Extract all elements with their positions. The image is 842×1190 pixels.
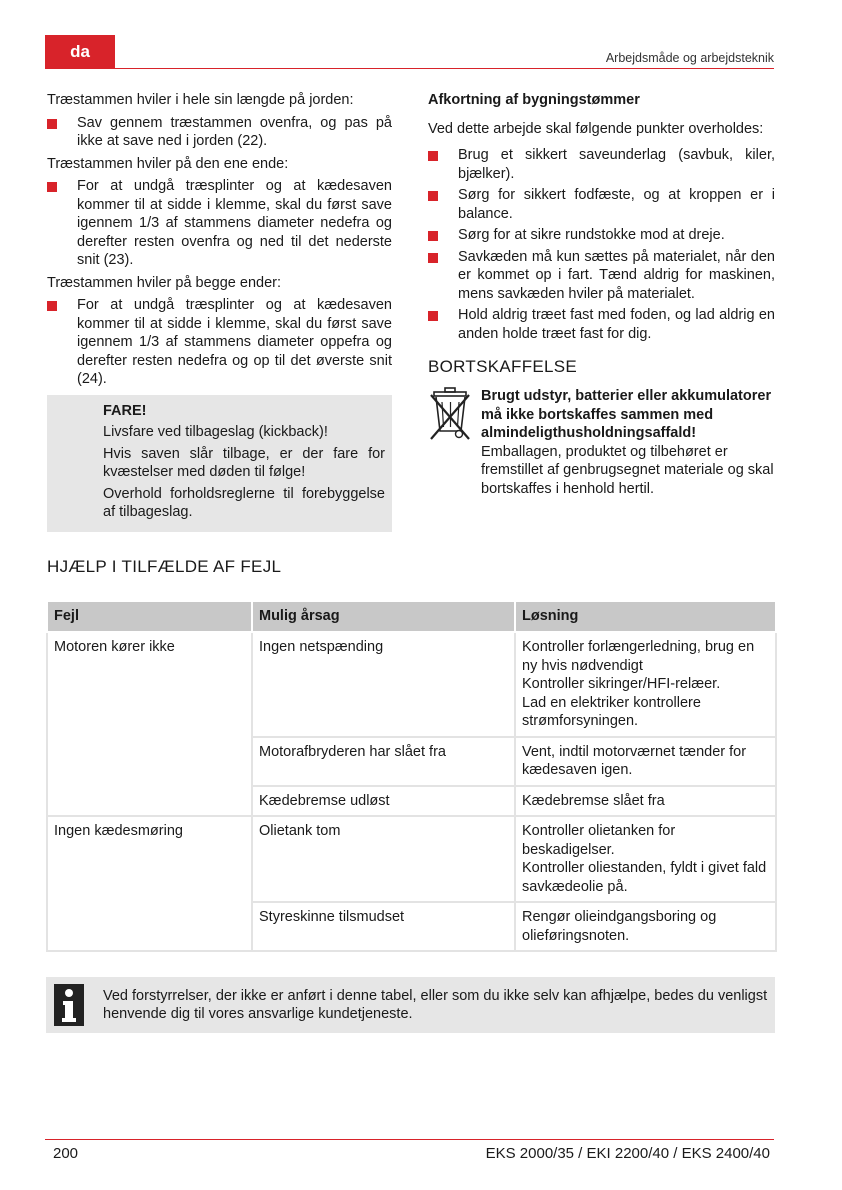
solution-line: Kontroller sikringer/HFI-relæer. [522,676,721,692]
solution-cell [515,816,776,902]
disposal-section-title: BORTSKAFFELSE [428,357,578,376]
bullet-list-1 [47,114,392,151]
paragraph-full-length: Træstammen hviler i hele sin længde på jorden: [47,92,354,108]
solution-cell: Kædebremse slået fra [515,786,776,817]
column-header-cause: Mulig årsag [252,601,515,632]
bullet-item: For at undgå træsplinter og at kædesaven kommer til at sidde i klemme, skal du først save igennem 1/3 af stammens diameter nedefra og derefter resten ovenfra og ned til det nederste snit (23). [47,177,392,270]
warning-line: Hvis saven slår tilbage, er der fare for kvæstelser med døden til følge! [103,445,385,480]
language-tab [45,35,115,69]
column-header-solution: Løsning [515,601,776,632]
safety-bullet-list [428,146,775,343]
footer-divider [45,1139,774,1140]
bullet-list-2 [47,177,392,270]
disposal-block [428,387,775,498]
info-note-text: Ved forstyrrelser, der ikke er anført i denne tabel, eller som du ikke selv kan afhjælpe, bedes du venligst henvende dig til vores ansvarlige kundetjeneste. [103,987,768,1022]
column-header-fault: Fejl [47,601,252,632]
header-divider [45,68,774,69]
cause-cell: Ingen netspænding [252,632,515,737]
table-row [47,632,776,737]
table-row [47,816,776,902]
solution-line: Lad en elektriker kontrollere strømforsyningen. [522,694,701,729]
warning-line: Livsfare ved tilbageslag (kickback)! [103,424,328,440]
solution-cell [515,632,776,737]
disposal-text: Emballagen, produktet og tilbehøret er fremstillet af genbrugsegnet materiale og skal bortskaffes i henhold hertil. [481,443,774,497]
bullet-item: Savkæden må kun sættes på materialet, når den er kommet op i fart. Tænd aldrig for maskinen, mens savkæden hviler på materialet. [428,248,775,304]
disposal-warning: Brugt udstyr, batterier eller akkumulatorer må ikke bortskaffes sammen med almindeligthusholdningsaffald! [481,388,772,441]
bullet-list-3 [47,296,392,389]
solution-line: Kontroller forlængerledning, brug en ny hvis nødvendigt [522,639,755,674]
info-note-box [46,977,775,1033]
solution-line: Kontroller olietanken for beskadigelser. [522,823,676,858]
section-header-title: Arbejdsmåde og arbejdsteknik [605,51,774,65]
paragraph-both-ends: Træstammen hviler på begge ender: [47,274,281,291]
solution-cell: Rengør olieindgangsboring og olieføringsnoten. [515,902,776,951]
warning-title: FARE! [103,402,147,419]
paragraph-one-end: Træstammen hviler på den ene ende: [47,155,289,172]
page-number: 200 [53,1145,79,1162]
troubleshooting-table [46,600,777,952]
bullet-item: For at undgå træsplinter og at kædesaven kommer til at sidde i klemme, skal du først save igennem 1/3 af stammens diameter oppefra og derefter resten nedefra og op til det øverste snit (24). [47,296,392,389]
cause-cell: Kædebremse udløst [252,786,515,817]
footer-model-names: EKS 2000/35 / EKI 2200/40 / EKS 2400/40 [485,1145,770,1162]
fault-cell: Motoren kører ikke [47,632,252,816]
fault-cell: Ingen kædesmøring [47,816,252,951]
language-code: da [70,41,90,61]
bullet-item: Sørg for sikkert fodfæste, og at kroppen er i balance. [428,186,775,223]
solution-line: Kontroller oliestanden, fyldt i givet fald savkædeolie på. [522,860,767,895]
info-icon [54,984,84,1026]
table-header-row [47,601,776,632]
cause-cell: Motorafbryderen har slået fra [252,737,515,786]
crossed-bin-icon [428,387,473,498]
left-column [47,91,392,532]
cause-cell: Styreskinne tilsmudset [252,902,515,951]
intro-paragraph: Ved dette arbejde skal følgende punkter overholdes: [428,120,764,137]
bullet-item: Brug et sikkert saveunderlag (savbuk, kiler, bjælker). [428,146,775,183]
danger-warning-box [47,395,392,532]
cause-cell: Olietank tom [252,816,515,902]
troubleshooting-title: HJÆLP I TILFÆLDE AF FEJL [47,557,282,576]
solution-cell: Vent, indtil motorværnet tænder for kædesaven igen. [515,737,776,786]
bullet-item: Hold aldrig træet fast med foden, og lad aldrig en anden holde træet fast for dig. [428,306,775,343]
subsection-heading: Afkortning af bygningstømmer [428,92,640,108]
right-column [428,91,775,498]
warning-line: Overhold forholdsreglerne til forebyggelse af tilbageslag. [103,485,385,520]
bullet-item: Sav gennem træstammen ovenfra, og pas på ikke at save ned i jorden (22). [47,114,392,151]
bullet-item: Sørg for at sikre rundstokke mod at dreje. [428,226,775,245]
